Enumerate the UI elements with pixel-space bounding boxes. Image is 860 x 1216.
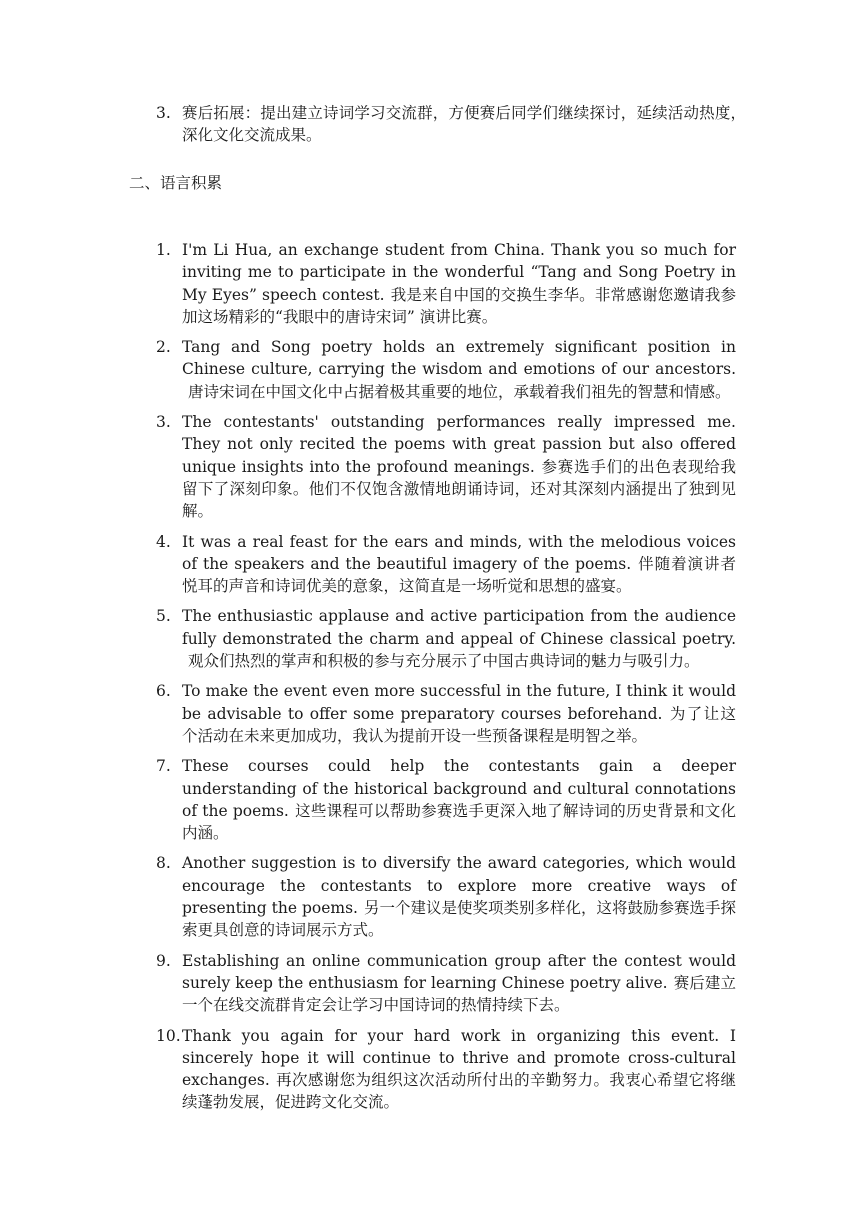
chinese-translation: 再次感谢您为组织这次活动所付出的辛勤努力。我衷心希望它将继续蓬勃发展，促进跨文化交流。 [182, 1071, 736, 1112]
english-sentence: Thank you again for your hard work in organizing this event. I sincerely hope it will continue to thrive and promote cross-cultural exchanges. [182, 1026, 736, 1090]
list-item [156, 531, 736, 598]
list-item [156, 1025, 736, 1114]
chinese-translation: 另一个建议是使奖项类别多样化，这将鼓励参赛选手探索更具创意的诗词展示方式。 [182, 899, 736, 940]
chinese-translation: 伴随着演讲者悦耳的声音和诗词优美的意象，这简直是一场听觉和思想的盛宴。 [182, 554, 736, 596]
list-item-number: 4. [156, 532, 171, 551]
english-sentence: These courses could help the contestants gain a deeper understanding of the historical background and cultural connotations of the poems. [182, 757, 736, 820]
chinese-translation: 我是来自中国的交换生李华。非常感谢您邀请我参加这场精彩的“我眼中的唐诗宋词” 演讲比赛。 [182, 285, 736, 326]
list-item [156, 605, 736, 672]
list-item-text [182, 755, 736, 844]
list-item-text [182, 605, 736, 672]
chinese-translation: 观众们热烈的掌声和积极的参与充分展示了中国古典诗词的魅力与吸引力。 [188, 652, 700, 671]
phrase-list [156, 239, 736, 1122]
list-item-text [182, 239, 736, 328]
list-item-text [182, 950, 736, 1017]
english-sentence: I'm Li Hua, an exchange student from China. Thank you so much for inviting me to participate in the wonderful “Tang and Song Poetry in My Eyes” speech contest. [182, 241, 736, 304]
list-item-number: 3. [156, 413, 171, 432]
list-item [156, 411, 736, 522]
list-item-text: 赛后拓展：提出建立诗词学习交流群，方便赛后同学们继续探讨，延续活动热度，深化文化交流成果。 [182, 104, 746, 144]
list-item-number: 10. [156, 1026, 181, 1045]
list-item [156, 755, 736, 844]
section-heading: 二、语言积累 [129, 174, 223, 192]
list-item [156, 239, 736, 328]
chinese-translation: 赛后建立一个在线交流群肯定会让学习中国诗词的热情持续下去。 [182, 973, 736, 1015]
list-item [156, 852, 736, 941]
list-item-number: 1. [156, 241, 171, 259]
list-item-number: 2. [156, 338, 171, 357]
chinese-translation: 为了让这个活动在未来更加成功，我认为提前开设一些预备课程是明智之举。 [182, 704, 736, 745]
list-item-number: 5. [156, 607, 171, 626]
list-item [156, 950, 736, 1017]
english-sentence: The contestants' outstanding performances really impressed me. They not only recited the poems with great passion but also offered unique insights into the profound meanings. [182, 413, 736, 476]
list-item [156, 336, 736, 403]
list-item-text [182, 336, 736, 403]
english-sentence: Another suggestion is to diversify the award categories, which would encourage the contestants to explore more creative ways of presenting the poems. [182, 854, 736, 918]
list-item-text [182, 411, 736, 522]
english-sentence: Establishing an online communication group after the contest would surely keep the enthusiasm for learning Chinese poetry alive. [182, 951, 736, 992]
list-item-number: 3. [156, 104, 171, 122]
list-item-number: 7. [156, 757, 171, 776]
list-item-number: 8. [156, 854, 171, 873]
english-sentence: Tang and Song poetry holds an extremely significant position in Chinese culture, carrying the wisdom and emotions of our ancestors. [182, 338, 736, 379]
list-item-text [182, 852, 736, 941]
list-item-number: 6. [156, 682, 171, 701]
english-sentence: The enthusiastic applause and active participation from the audience fully demonstrated the charm and appeal of Chinese classical poetry. [182, 607, 736, 648]
list-item [156, 680, 736, 747]
chinese-translation: 这些课程可以帮助参赛选手更深入地了解诗词的历史背景和文化内涵。 [182, 801, 736, 843]
english-sentence: To make the event even more successful in the future, I think it would be advisable to offer some preparatory courses beforehand. [182, 682, 736, 723]
english-sentence: It was a real feast for the ears and minds, with the melodious voices of the speakers and the beautiful imagery of the poems. [182, 532, 736, 573]
chinese-translation: 参赛选手们的出色表现给我留下了深刻印象。他们不仅饱含激情地朗诵诗词，还对其深刻内涵提出了独到见解。 [182, 457, 736, 521]
list-item-text [182, 680, 736, 747]
list-item-text [182, 1025, 736, 1114]
list-item-post-contest-extension [156, 102, 746, 146]
chinese-translation: 唐诗宋词在中国文化中占据着极其重要的地位，承载着我们祖先的智慧和情感。 [188, 382, 731, 401]
list-item-text [182, 531, 736, 598]
list-item-number: 9. [156, 951, 171, 970]
